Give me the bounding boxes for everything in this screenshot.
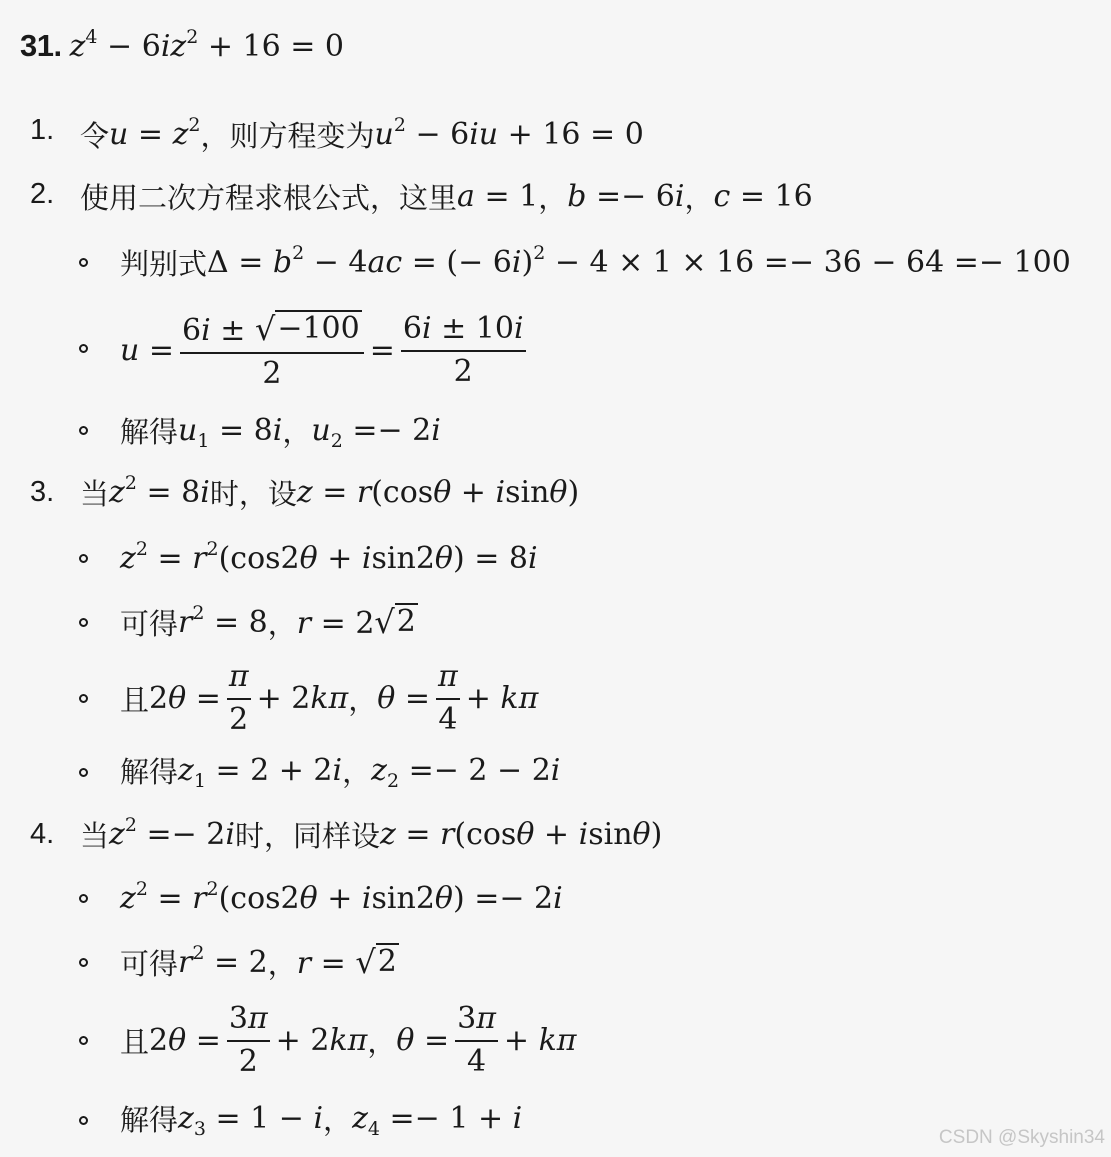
item-number: 2.	[30, 178, 55, 210]
sub-item: 且 2θ = $\frac{\pi}{2}$ + 2kπ ， θ = $\frac{\pi}{4}$ + kπ	[120, 659, 539, 737]
bullet-icon	[79, 554, 88, 563]
bullet-icon	[79, 694, 88, 703]
sub-item: 解得 $u_1 = 8i$ ， $u_2 =- 2i$	[120, 412, 441, 452]
bullet-icon	[79, 344, 88, 353]
sub-item: u = 6i ± √ −100 2 = $\frac{6i \pm 10i}{2}$	[120, 309, 524, 391]
bullet-icon	[79, 618, 88, 627]
item-text: 令 $u = z^2$ ，则方程变为 $u^2 - 6iu + 16 = 0$	[80, 113, 644, 153]
sub-item: 可得 $r^2 = 2$ ， r = √ 2	[120, 941, 397, 981]
item-text: 当 $z^2 = 8i$ 时，设 z = r(cosθ + isinθ)	[80, 471, 580, 511]
sub-item: $z^2 = r^2(\cos 2\theta + isin2\theta) = 8i$	[120, 537, 538, 576]
bullet-icon	[79, 1116, 88, 1125]
sub-item: 解得 $z_3 = 1 - i$ ， $z_4 =- 1 + i$	[120, 1100, 523, 1140]
sub-item: 且 2θ = $\frac{3\pi}{2}$ + 2kπ ， θ = $\frac{3\pi}{4}$ + kπ	[120, 1001, 577, 1079]
sub-item: $z^2 = r^2(\cos 2\theta + isin2\theta) =- 2i$	[120, 877, 563, 916]
sub-item: 判别式 $\Delta = b^2 - 4ac$ = (− 6i)$^2$ − 4 × 1 × 16 =− 36 − 64 =− 100	[120, 241, 1071, 281]
problem-heading	[20, 24, 344, 68]
item-text: 当 $z^2 =- 2i$ 时，同样设 z = r(cosθ + isinθ)	[80, 813, 663, 853]
item-number: 3.	[30, 476, 55, 508]
item-number: 1.	[30, 114, 55, 146]
bullet-icon	[79, 958, 88, 967]
sub-item: 解得 $z_1 = 2 + 2i$ ， $z_2 =- 2 - 2i$	[120, 752, 561, 792]
bullet-icon	[79, 1036, 88, 1045]
bullet-icon	[79, 894, 88, 903]
bullet-icon	[79, 258, 88, 267]
sub-item: 可得 $r^2 = 8$ ， r = 2 √ 2	[120, 601, 416, 641]
problem-equation: $z^4 - 6iz^2 + 16 = 0$	[69, 25, 344, 64]
bullet-icon	[79, 426, 88, 435]
item-text: 使用二次方程求根公式，这里 a = 1 ， b =− 6i ， c = 16	[80, 178, 813, 215]
watermark: CSDN @Skyshin34	[938, 1127, 1105, 1148]
bullet-icon	[79, 768, 88, 777]
problem-number: 31.	[20, 28, 62, 63]
item-number: 4.	[30, 818, 55, 850]
